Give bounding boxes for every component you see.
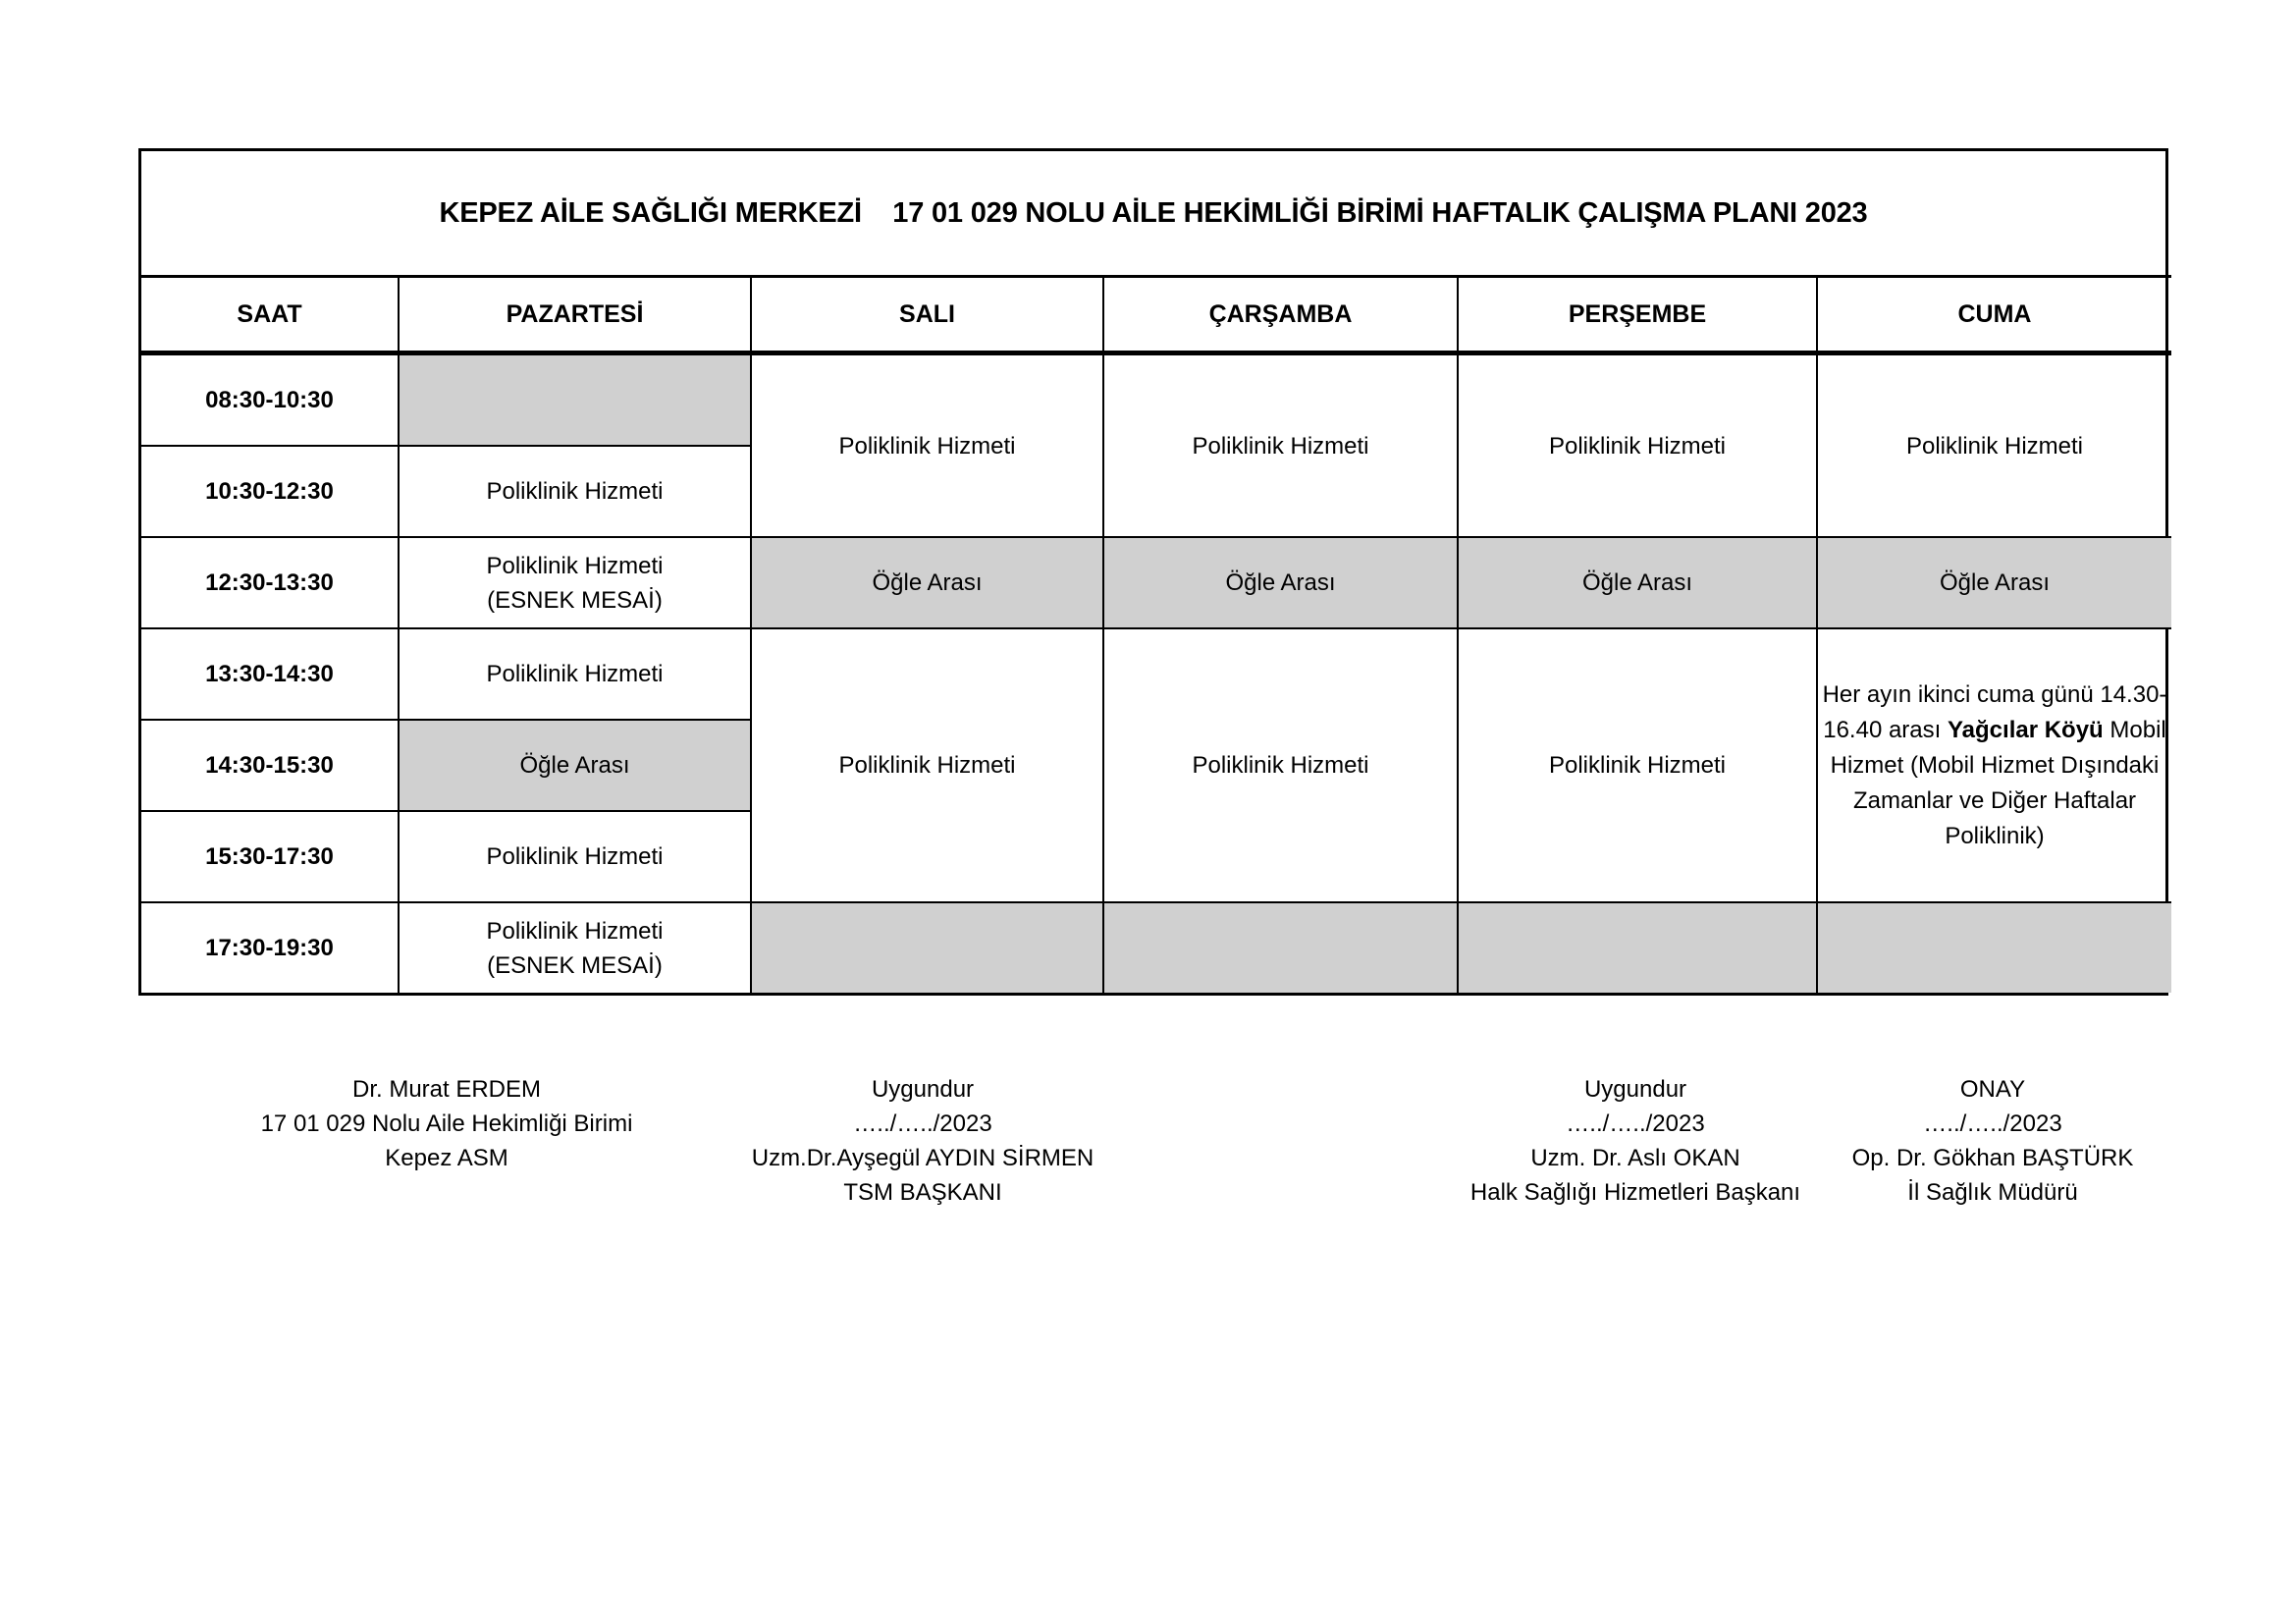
time-cell: 12:30-13:30 bbox=[141, 537, 399, 628]
table-row bbox=[141, 902, 2171, 993]
lunch-cell: Öğle Arası bbox=[1458, 537, 1817, 628]
header-cuma: CUMA bbox=[1817, 277, 2171, 353]
schedule-cell bbox=[399, 537, 751, 628]
time-cell: 15:30-17:30 bbox=[141, 811, 399, 902]
cell-line: Poliklinik Hizmeti bbox=[486, 917, 664, 945]
table-row bbox=[141, 537, 2171, 628]
signature-tsm bbox=[726, 1072, 1119, 1210]
schedule-cell: Poliklinik Hizmeti bbox=[751, 353, 1103, 538]
signature-halk-sagligi bbox=[1439, 1072, 1832, 1210]
page-title: KEPEZ AİLE SAĞLIĞI MERKEZİ 17 01 029 NOLU AİLE HEKİMLİĞİ BİRİMİ HAFTALIK ÇALIŞMA PLANI 2023 bbox=[439, 196, 1868, 229]
friday-note-text: Mobil Hizmet (Mobil Hizmet Dışındaki Zamanlar ve Diğer Haftalar Poliklinik) bbox=[1830, 716, 2166, 849]
lunch-cell: Öğle Arası bbox=[1103, 537, 1458, 628]
empty-cell bbox=[751, 902, 1103, 993]
table-row bbox=[141, 628, 2171, 720]
signature-line: 17 01 029 Nolu Aile Hekimliği Birimi bbox=[260, 1110, 633, 1137]
header-sali: SALI bbox=[751, 277, 1103, 353]
header-carsamba: ÇARŞAMBA bbox=[1103, 277, 1458, 353]
signature-onay bbox=[1796, 1072, 2189, 1210]
signature-line: Halk Sağlığı Hizmetleri Başkanı bbox=[1469, 1179, 1801, 1206]
schedule-cell bbox=[399, 902, 751, 993]
signature-line: İl Sağlık Müdürü bbox=[1907, 1179, 2078, 1206]
schedule-table bbox=[141, 275, 2171, 993]
schedule-cell: Poliklinik Hizmeti bbox=[1817, 353, 2171, 538]
signature-line: Uygundur bbox=[871, 1076, 975, 1103]
time-cell: 13:30-14:30 bbox=[141, 628, 399, 720]
cell-line: Poliklinik Hizmeti bbox=[486, 552, 664, 579]
signature-line: TSM BAŞKANI bbox=[843, 1179, 1002, 1206]
schedule-cell: Poliklinik Hizmeti bbox=[1103, 353, 1458, 538]
schedule-cell: Poliklinik Hizmeti bbox=[1458, 628, 1817, 902]
cell-line: (ESNEK MESAİ) bbox=[487, 951, 663, 979]
signature-line: Op. Dr. Gökhan BAŞTÜRK bbox=[1851, 1145, 2134, 1171]
schedule-cell: Poliklinik Hizmeti bbox=[399, 628, 751, 720]
header-saat: SAAT bbox=[141, 277, 399, 353]
header-persembe: PERŞEMBE bbox=[1458, 277, 1817, 353]
schedule-sheet bbox=[138, 148, 2168, 996]
empty-cell bbox=[1817, 902, 2171, 993]
lunch-cell: Öğle Arası bbox=[399, 720, 751, 811]
empty-cell bbox=[1103, 902, 1458, 993]
friday-note-text: Her ayın ikinci cuma günü 14.30-16.40 arası bbox=[1822, 680, 2167, 743]
empty-cell bbox=[399, 353, 751, 447]
signature-line: Uzm. Dr. Aslı OKAN bbox=[1530, 1145, 1740, 1171]
friday-note-bold: Yağcılar Köyü bbox=[1947, 716, 2104, 743]
schedule-cell: Poliklinik Hizmeti bbox=[1458, 353, 1817, 538]
time-cell: 10:30-12:30 bbox=[141, 446, 399, 537]
schedule-cell: Poliklinik Hizmeti bbox=[1103, 628, 1458, 902]
lunch-cell: Öğle Arası bbox=[1817, 537, 2171, 628]
header-pazartesi: PAZARTESİ bbox=[399, 277, 751, 353]
signature-line: Kepez ASM bbox=[385, 1145, 508, 1171]
time-cell: 17:30-19:30 bbox=[141, 902, 399, 993]
signature-doctor bbox=[250, 1072, 643, 1175]
lunch-cell: Öğle Arası bbox=[751, 537, 1103, 628]
signature-line: …../…../2023 bbox=[1566, 1110, 1705, 1137]
schedule-cell: Poliklinik Hizmeti bbox=[399, 811, 751, 902]
schedule-cell: Poliklinik Hizmeti bbox=[399, 446, 751, 537]
signature-line: Uygundur bbox=[1583, 1076, 1687, 1103]
schedule-cell: Poliklinik Hizmeti bbox=[751, 628, 1103, 902]
signature-line: …../…../2023 bbox=[1923, 1110, 2062, 1137]
cell-line: (ESNEK MESAİ) bbox=[487, 586, 663, 614]
time-cell: 14:30-15:30 bbox=[141, 720, 399, 811]
time-cell: 08:30-10:30 bbox=[141, 353, 399, 447]
header-row bbox=[141, 277, 2171, 353]
signature-line: Dr. Murat ERDEM bbox=[351, 1076, 542, 1103]
table-row bbox=[141, 353, 2171, 447]
empty-cell bbox=[1458, 902, 1817, 993]
signature-line: Uzm.Dr.Ayşegül AYDIN SİRMEN bbox=[751, 1145, 1095, 1171]
signature-line: ONAY bbox=[1959, 1076, 2026, 1103]
signature-line: …../…../2023 bbox=[853, 1110, 992, 1137]
friday-note-cell bbox=[1817, 628, 2171, 902]
